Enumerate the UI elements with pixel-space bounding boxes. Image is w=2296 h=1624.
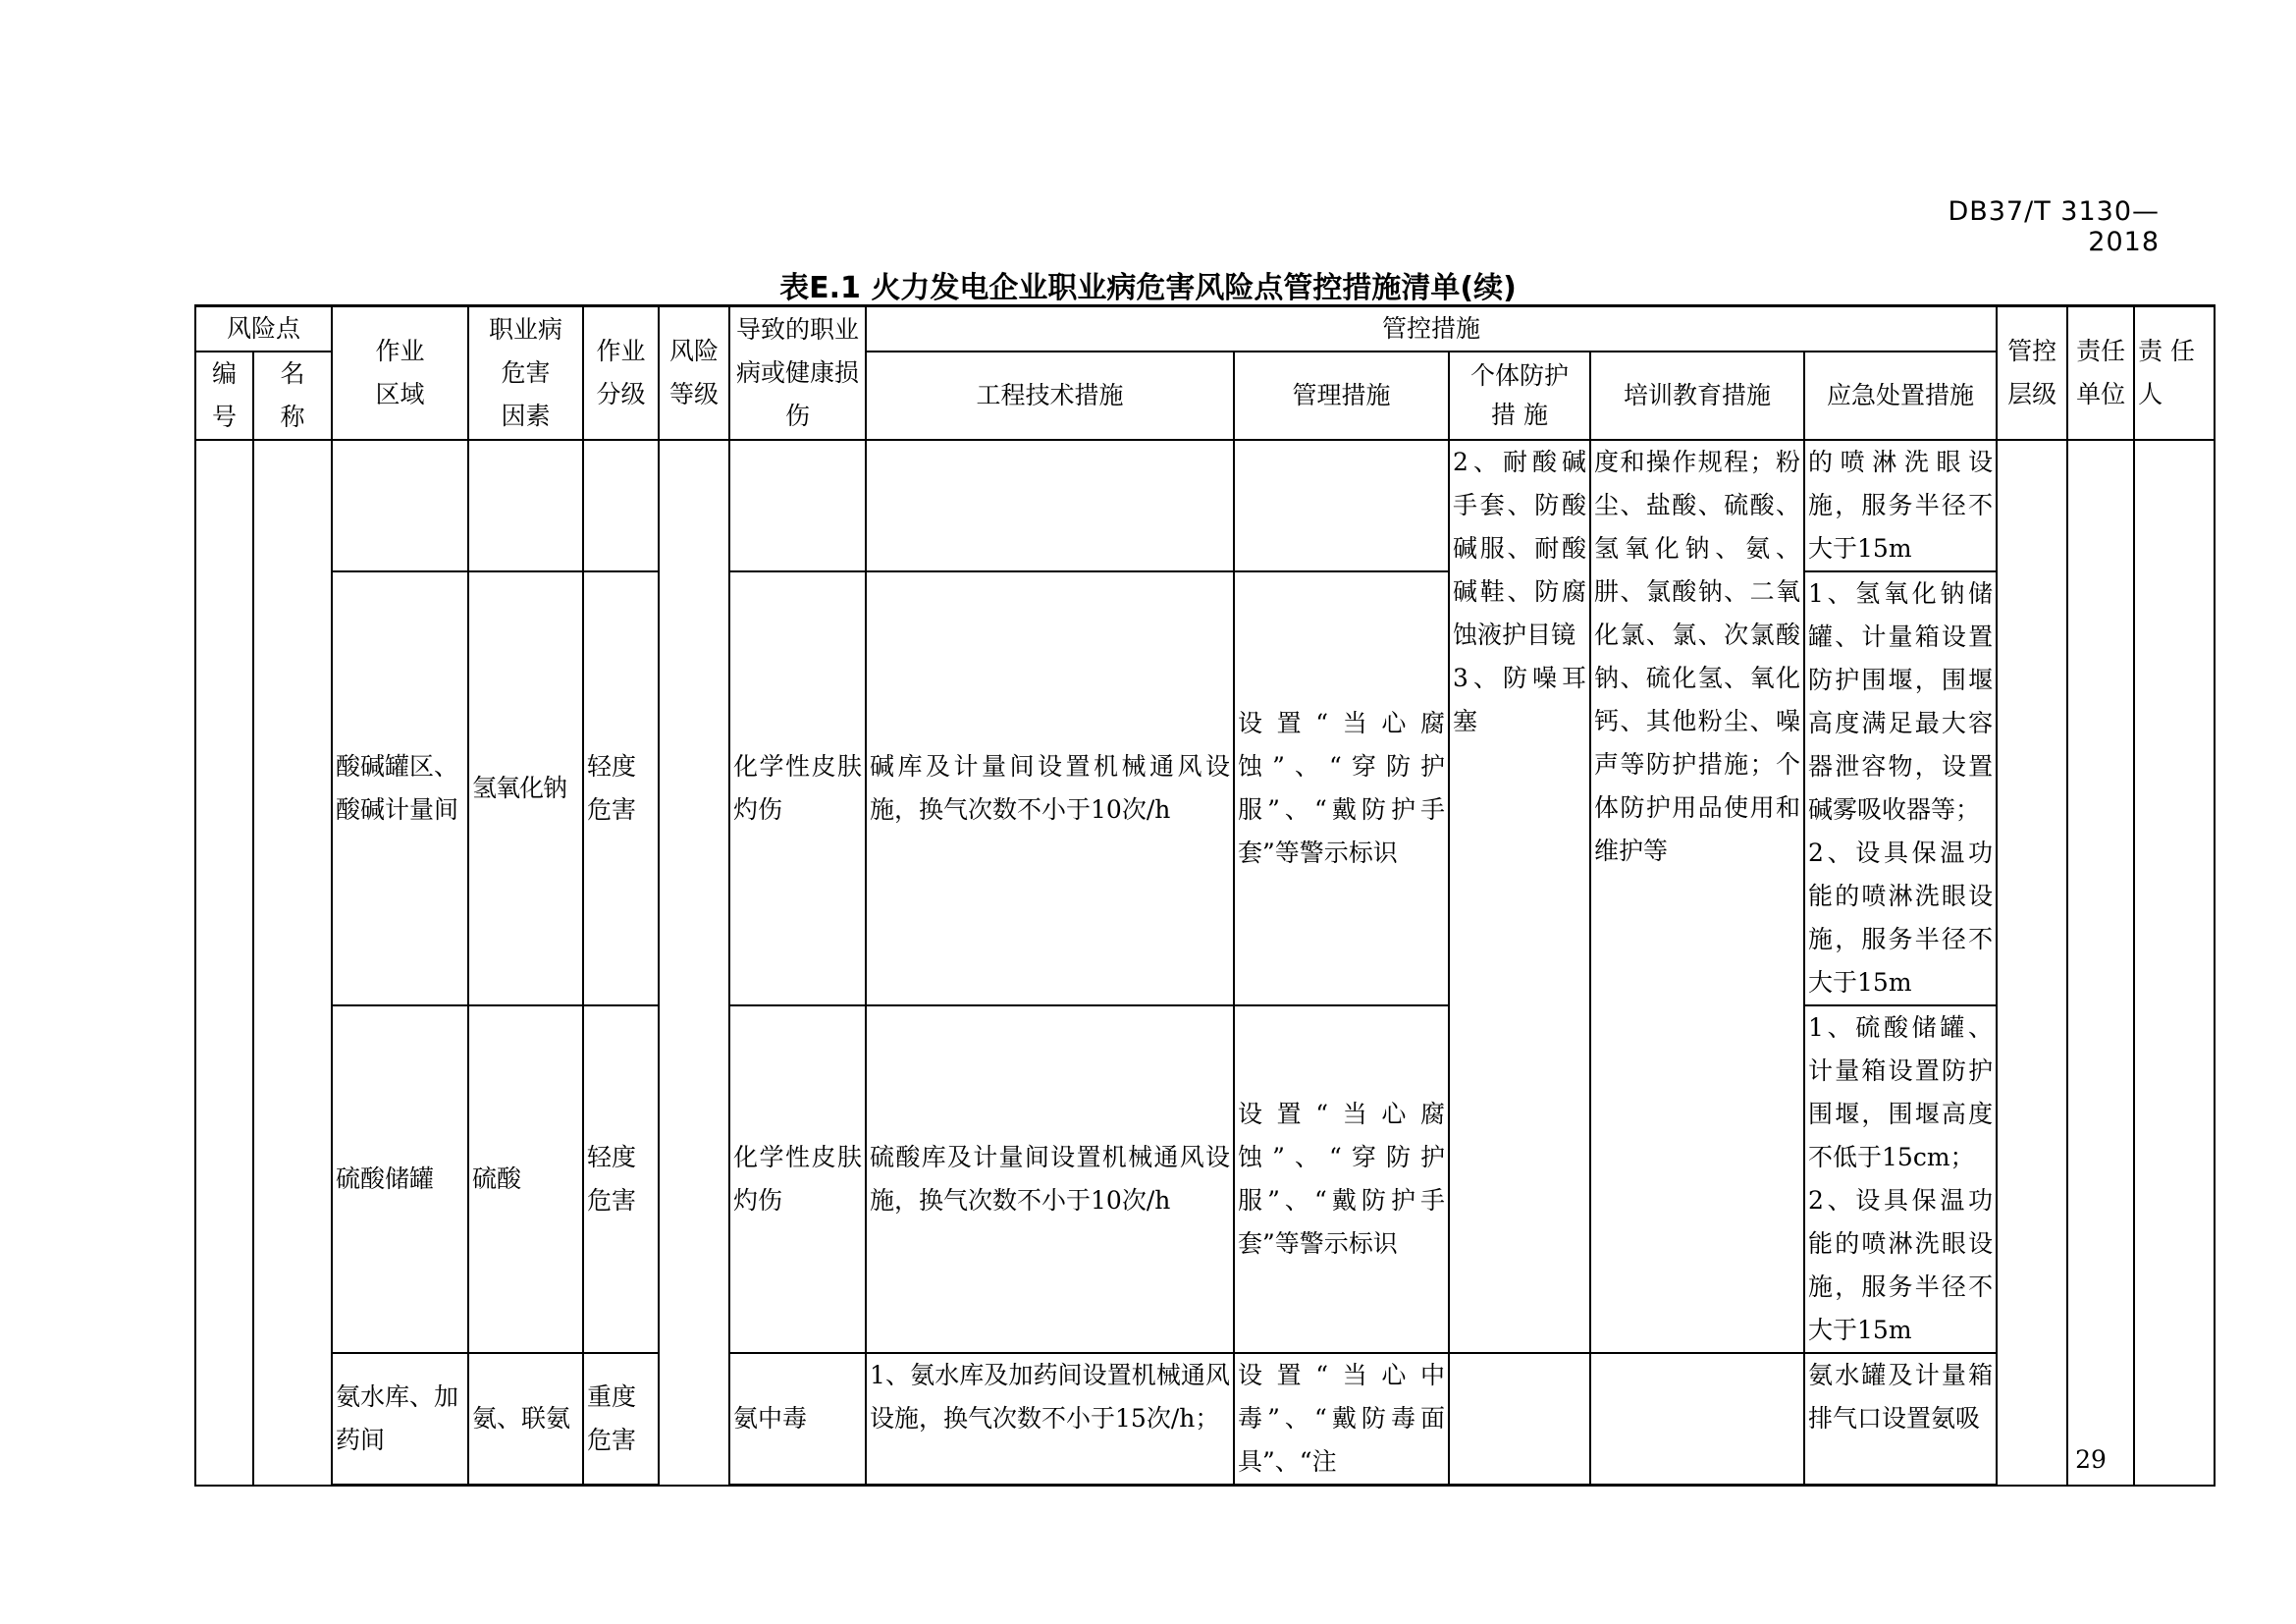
training-cell: 度和操作规程；粉尘、盐酸、硫酸、氢氧化钠、氨、肼、氯酸钠、二氧化氯、氯、次氯酸钠、硫化氢、氧化钙、其他粉尘、噪声等防护措施；个体防护用品使用和维护等 <box>1590 440 1804 1353</box>
name-cell <box>253 440 332 1486</box>
training-empty-cell <box>1590 1353 1804 1486</box>
header-work-area: 作业 区域 <box>332 306 468 441</box>
risk-level-cell <box>659 440 729 1486</box>
resp-person-cell <box>2134 440 2215 1486</box>
emergency-cell: 1、氢氧化钠储罐、计量箱设置防护围堰，围堰高度满足最大容器泄容物，设置碱雾吸收器等； 2、设具保温功能的喷淋洗眼设施，服务半径不大于15m <box>1804 571 1997 1005</box>
risk-control-table <box>194 304 2216 1487</box>
disease-cell: 化学性皮肤灼伤 <box>729 571 866 1005</box>
header-training: 培训教育措施 <box>1590 352 1804 440</box>
header-engineering: 工程技术措施 <box>866 352 1234 440</box>
engineering-cell: 碱库及计量间设置机械通风设施，换气次数不小于10次/h <box>866 571 1234 1005</box>
emergency-cell: 1、硫酸储罐、计量箱设置防护围堰，围堰高度不低于15cm； 2、设具保温功能的喷淋洗眼设施，服务半径不大于15m <box>1804 1005 1997 1353</box>
disease-cell: 化学性皮肤灼伤 <box>729 1005 866 1353</box>
header-name: 名 称 <box>253 352 332 440</box>
work-grade-cell: 轻度危害 <box>583 571 659 1005</box>
page-number: 29 <box>2075 1445 2107 1474</box>
work-area-cell <box>332 440 468 571</box>
hazard-factor-cell: 硫酸 <box>468 1005 583 1353</box>
header-disease: 导致的职业 病或健康损 伤 <box>729 306 866 441</box>
work-area-cell: 硫酸储罐 <box>332 1005 468 1353</box>
header-number: 编 号 <box>195 352 253 440</box>
hazard-factor-cell <box>468 440 583 571</box>
header-control-level: 管控 层级 <box>1997 306 2067 441</box>
header-work-grade: 作业 分级 <box>583 306 659 441</box>
hazard-factor-cell: 氨、联氨 <box>468 1353 583 1486</box>
work-grade-cell <box>583 440 659 571</box>
header-personal: 个体防护 措 施 <box>1449 352 1590 440</box>
management-cell: 设置“当心腐蚀”、“穿防护服”、“戴防护手套”等警示标识 <box>1234 1005 1449 1353</box>
work-area-cell: 酸碱罐区、酸碱计量间 <box>332 571 468 1005</box>
document-code: DB37/T 3130—2018 <box>1948 196 2160 257</box>
resp-unit-cell <box>2067 440 2134 1486</box>
header-risk-level: 风险 等级 <box>659 306 729 441</box>
emergency-cell: 氨水罐及计量箱排气口设置氨吸 <box>1804 1353 1997 1486</box>
work-area-cell: 氨水库、加药间 <box>332 1353 468 1486</box>
work-grade-cell: 轻度危害 <box>583 1005 659 1353</box>
management-cell: 设置“当心腐蚀”、“穿防护服”、“戴防护手套”等警示标识 <box>1234 571 1449 1005</box>
management-cell <box>1234 440 1449 571</box>
work-grade-cell: 重度危害 <box>583 1353 659 1486</box>
table-title: 表E.1 火力发电企业职业病危害风险点管控措施清单(续) <box>779 271 1517 305</box>
disease-cell: 氨中毒 <box>729 1353 866 1486</box>
header-emergency: 应急处置措施 <box>1804 352 1997 440</box>
disease-cell <box>729 440 866 571</box>
hazard-factor-cell: 氢氧化钠 <box>468 571 583 1005</box>
header-hazard-factor: 职业病 危害 因素 <box>468 306 583 441</box>
emergency-cell: 的喷淋洗眼设施，服务半径不大于15m <box>1804 440 1997 571</box>
header-management: 管理措施 <box>1234 352 1449 440</box>
header-control-measures: 管控措施 <box>866 306 1997 352</box>
management-cell: 设置“当心中毒”、“戴防毒面具”、“注 <box>1234 1353 1449 1486</box>
header-risk-point: 风险点 <box>195 306 332 352</box>
header-resp-person: 责 任 人 <box>2134 306 2215 441</box>
engineering-cell: 硫酸库及计量间设置机械通风设施，换气次数不小于10次/h <box>866 1005 1234 1353</box>
engineering-cell <box>866 440 1234 571</box>
engineering-cell: 1、氨水库及加药间设置机械通风设施，换气次数不小于15次/h； <box>866 1353 1234 1486</box>
personal-protection-empty-cell <box>1449 1353 1590 1486</box>
personal-protection-cell: 2、耐酸碱手套、防酸碱服、耐酸碱鞋、防腐蚀液护目镜 3、防噪耳塞 <box>1449 440 1590 1353</box>
header-resp-unit: 责任 单位 <box>2067 306 2134 441</box>
number-cell <box>195 440 253 1486</box>
control-level-cell <box>1997 440 2067 1486</box>
